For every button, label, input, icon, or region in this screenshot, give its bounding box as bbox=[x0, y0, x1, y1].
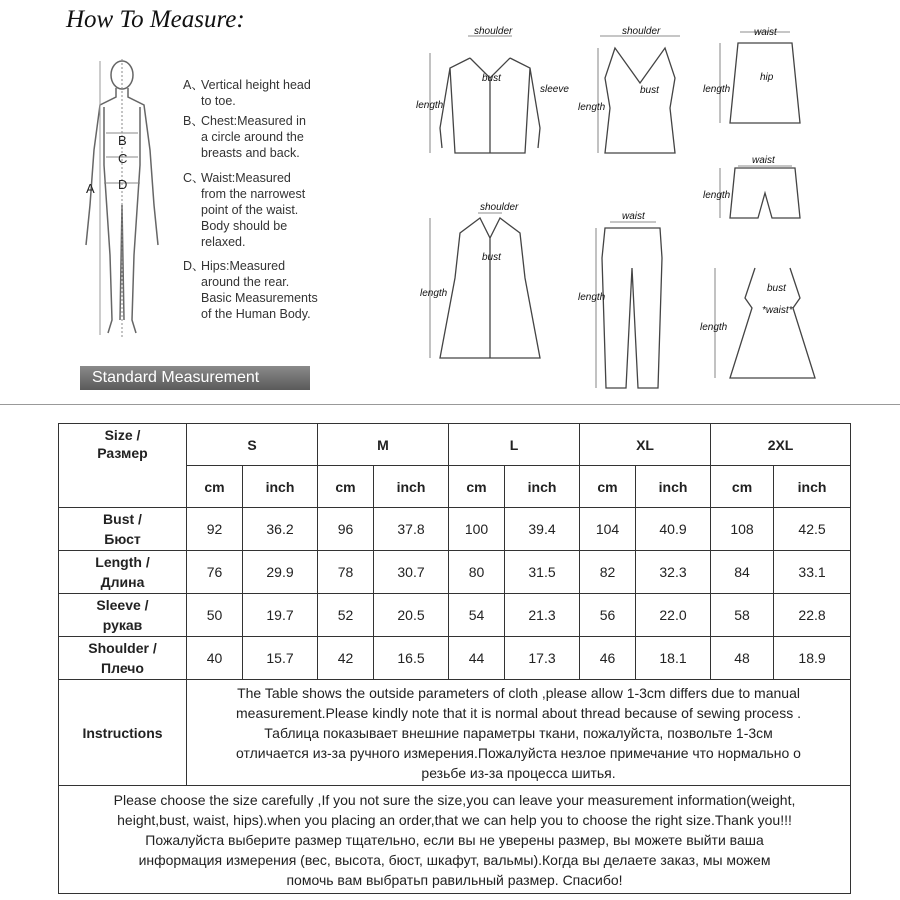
svg-text:sleeve: sleeve bbox=[540, 84, 569, 95]
legend-item-a: A、Vertical height head to toe. bbox=[183, 78, 311, 108]
unit-cm: cm bbox=[449, 466, 505, 508]
unit-cm: cm bbox=[318, 466, 374, 508]
coat-icon bbox=[440, 218, 540, 358]
size-s: S bbox=[187, 424, 318, 466]
row-label: Shoulder / Плечо bbox=[59, 637, 187, 680]
row-label: Sleeve / рукав bbox=[59, 594, 187, 637]
marker-c: C bbox=[118, 151, 128, 166]
table-cell: 42.5 bbox=[774, 508, 851, 551]
table-cell: 44 bbox=[449, 637, 505, 680]
garment-diagrams bbox=[400, 8, 840, 398]
svg-text:waist: waist bbox=[754, 27, 777, 38]
table-cell: 104 bbox=[580, 508, 636, 551]
svg-text:length: length bbox=[420, 288, 448, 299]
table-cell: 58 bbox=[711, 594, 774, 637]
svg-text:shoulder: shoulder bbox=[480, 202, 519, 213]
table-cell: 76 bbox=[187, 551, 243, 594]
table-cell: 31.5 bbox=[505, 551, 580, 594]
table-cell: 40 bbox=[187, 637, 243, 680]
svg-text:bust: bust bbox=[767, 283, 786, 294]
size-2xl: 2XL bbox=[711, 424, 851, 466]
size-header-cell: Size / Размер bbox=[59, 424, 187, 508]
svg-text:length: length bbox=[578, 292, 606, 303]
row-label: Length / Длина bbox=[59, 551, 187, 594]
table-row-shoulder bbox=[59, 637, 851, 680]
unit-cm: cm bbox=[187, 466, 243, 508]
table-cell: 78 bbox=[318, 551, 374, 594]
size-m: M bbox=[318, 424, 449, 466]
table-row-length bbox=[59, 551, 851, 594]
table-cell: 52 bbox=[318, 594, 374, 637]
svg-text:bust: bust bbox=[640, 85, 659, 96]
marker-b: B bbox=[118, 133, 127, 148]
section-divider bbox=[0, 404, 900, 405]
table-cell: 17.3 bbox=[505, 637, 580, 680]
table-cell: 50 bbox=[187, 594, 243, 637]
unit-inch: inch bbox=[774, 466, 851, 508]
instructions-row bbox=[59, 680, 851, 786]
table-cell: 20.5 bbox=[374, 594, 449, 637]
size-xl: XL bbox=[580, 424, 711, 466]
svg-text:waist: waist bbox=[622, 211, 645, 222]
table-cell: 108 bbox=[711, 508, 774, 551]
table-cell: 82 bbox=[580, 551, 636, 594]
instructions-label: Instructions bbox=[59, 680, 187, 786]
table-cell: 96 bbox=[318, 508, 374, 551]
table-cell: 30.7 bbox=[374, 551, 449, 594]
table-cell: 33.1 bbox=[774, 551, 851, 594]
size-chart-table bbox=[58, 423, 851, 894]
table-cell: 54 bbox=[449, 594, 505, 637]
size-l: L bbox=[449, 424, 580, 466]
table-cell: 48 bbox=[711, 637, 774, 680]
table-cell: 39.4 bbox=[505, 508, 580, 551]
instructions-text: The Table shows the outside parameters of cloth ,please allow 1-3cm differs due to manual measurement.Please kindly note that it is normal about thread because of sewing process . Таблица показывает внешние параметры ткани, пожалуйста, позвольте 1-3см отличается из-за ручного измерения.Пожалуйста незлое примечание что нормально о резьбе из-за процесса шитья. bbox=[187, 680, 851, 786]
page-title: How To Measure: bbox=[66, 6, 245, 33]
table-cell: 42 bbox=[318, 637, 374, 680]
table-row-bust bbox=[59, 508, 851, 551]
shorts-icon bbox=[730, 168, 800, 218]
svg-text:shoulder: shoulder bbox=[622, 26, 661, 37]
table-cell: 46 bbox=[580, 637, 636, 680]
marker-d: D bbox=[118, 177, 128, 192]
table-cell: 80 bbox=[449, 551, 505, 594]
svg-text:waist: waist bbox=[752, 155, 775, 166]
table-cell: 56 bbox=[580, 594, 636, 637]
svg-text:length: length bbox=[416, 100, 444, 111]
table-cell: 92 bbox=[187, 508, 243, 551]
table-cell: 21.3 bbox=[505, 594, 580, 637]
table-cell: 100 bbox=[449, 508, 505, 551]
svg-text:*waist*: *waist* bbox=[762, 305, 793, 316]
body-figure-diagram bbox=[60, 55, 180, 345]
table-cell: 36.2 bbox=[243, 508, 318, 551]
legend-item-c: C、Waist:Measured from the narrowest point of the waist. Body should be relaxed. bbox=[183, 171, 306, 249]
table-row-sleeve bbox=[59, 594, 851, 637]
unit-cm: cm bbox=[580, 466, 636, 508]
table-cell: 32.3 bbox=[636, 551, 711, 594]
svg-text:length: length bbox=[703, 84, 731, 95]
table-cell: 37.8 bbox=[374, 508, 449, 551]
table-cell: 84 bbox=[711, 551, 774, 594]
tank-top-icon bbox=[605, 48, 675, 153]
table-cell: 22.8 bbox=[774, 594, 851, 637]
pants-icon bbox=[602, 228, 662, 388]
standard-measurement-label: Standard Measurement bbox=[80, 366, 310, 390]
svg-text:length: length bbox=[578, 102, 606, 113]
svg-text:bust: bust bbox=[482, 252, 501, 263]
svg-text:shoulder: shoulder bbox=[474, 26, 513, 37]
svg-text:hip: hip bbox=[760, 72, 774, 83]
unit-cm: cm bbox=[711, 466, 774, 508]
unit-inch: inch bbox=[505, 466, 580, 508]
unit-inch: inch bbox=[636, 466, 711, 508]
table-cell: 18.1 bbox=[636, 637, 711, 680]
table-cell: 15.7 bbox=[243, 637, 318, 680]
svg-text:length: length bbox=[703, 190, 731, 201]
table-cell: 40.9 bbox=[636, 508, 711, 551]
svg-text:bust: bust bbox=[482, 73, 501, 84]
table-cell: 18.9 bbox=[774, 637, 851, 680]
table-cell: 22.0 bbox=[636, 594, 711, 637]
table-cell: 16.5 bbox=[374, 637, 449, 680]
legend-item-d: D、Hips:Measured around the rear. Basic Measurements of the Human Body. bbox=[183, 259, 318, 321]
skirt-icon bbox=[730, 43, 800, 123]
size-header-row bbox=[59, 424, 851, 466]
size-advice-note: Please choose the size carefully ,If you not sure the size,you can leave your measurement information(weight, height,bust, waist, hips).when you placing an order,that we can help you to choose the right size.Thank you!!! Пожалуйста выберите размер тщательно, если вы не уверены размер, вы можете выйти ваша информация измерения (вес, высота, бюст, шкафут, вальмы).Когда вы делаете заказ, мы можем помочь вам выбратьп равильный размер. Спасибо! bbox=[59, 786, 851, 894]
table-cell: 19.7 bbox=[243, 594, 318, 637]
unit-inch: inch bbox=[243, 466, 318, 508]
unit-inch: inch bbox=[374, 466, 449, 508]
marker-a: A bbox=[86, 181, 95, 196]
table-cell: 29.9 bbox=[243, 551, 318, 594]
note-row bbox=[59, 786, 851, 894]
svg-text:length: length bbox=[700, 322, 728, 333]
row-label: Bust / Бюст bbox=[59, 508, 187, 551]
legend-item-b: B、Chest:Measured in a circle around the breasts and back. bbox=[183, 114, 306, 160]
